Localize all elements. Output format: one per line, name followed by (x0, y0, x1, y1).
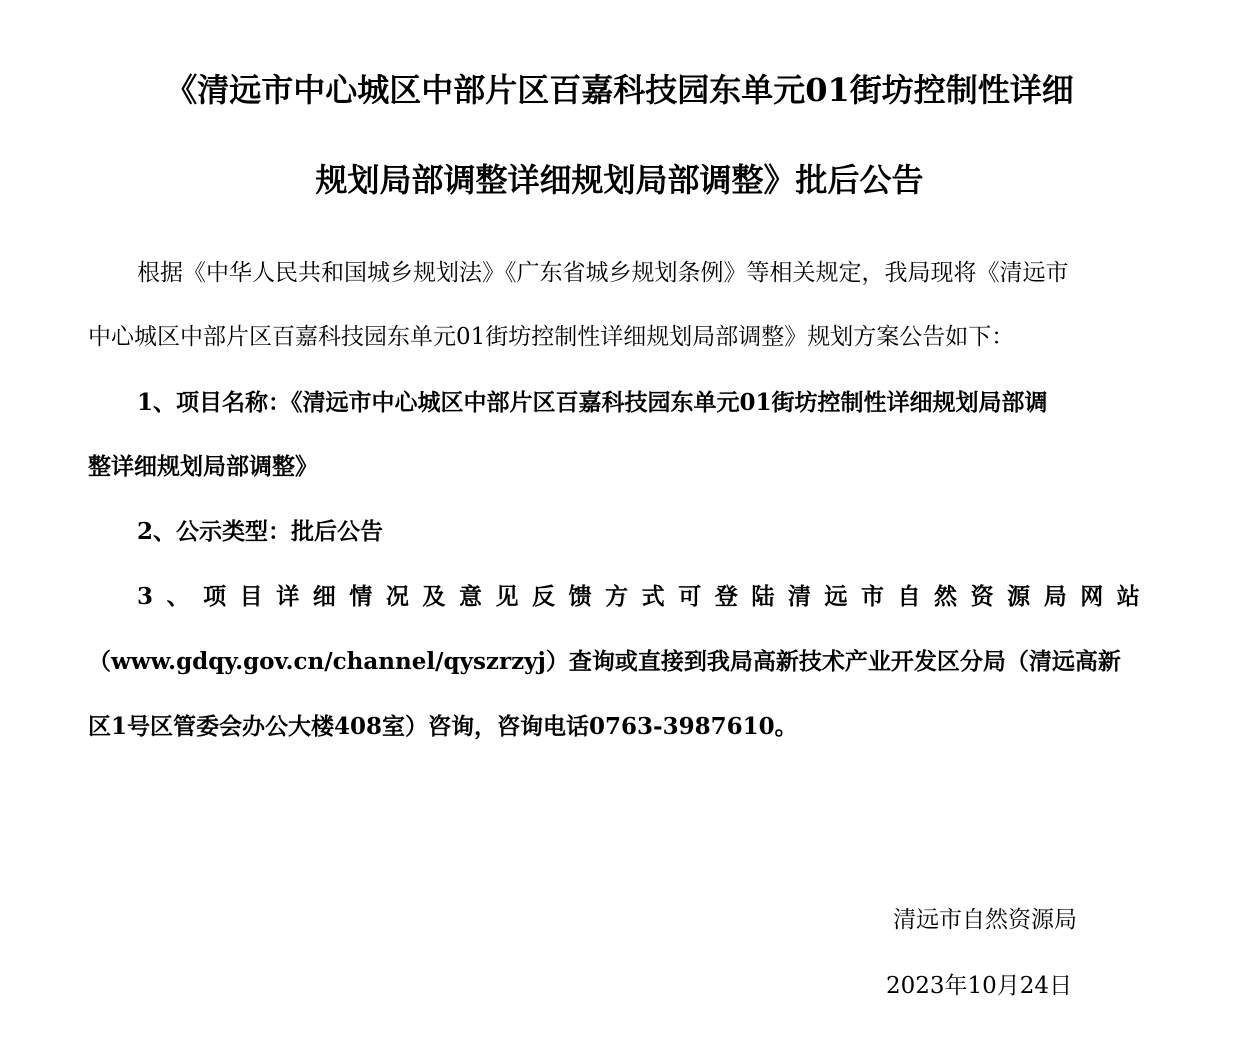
item-3-line-1-char: 远 (824, 583, 848, 610)
item-3-line-1-char: 局 (1043, 583, 1067, 610)
item-3-line-1-char: 站 (1116, 583, 1140, 610)
intro-paragraph-line-2: 中心城区中部片区百嘉科技园东单元01街坊控制性详细规划局部调整》规划方案公告如下： (88, 324, 1015, 350)
item-3-line-1-char: 然 (934, 583, 958, 610)
document-title-line-1: 《清远市中心城区中部片区百嘉科技园东单元01街坊控制性详细 (165, 71, 1074, 109)
item-3-line-1-char: 见 (495, 583, 519, 610)
item-3-line-1-char: 登 (714, 583, 738, 610)
item-3-line-1-char: 目 (239, 583, 263, 610)
item-3-details-line-2: （www.gdqy.gov.cn/channel/qyszrzyj）查询或直接到我局高新技术产业开发区分局（清远高新 (88, 648, 1121, 675)
document-title-line-2: 规划局部调整详细规划局部调整》批后公告 (315, 161, 924, 199)
intro-paragraph-line-1: 根据《中华人民共和国城乡规划法》《广东省城乡规划条例》等相关规定，我局现将《清远市 (137, 260, 1069, 286)
item-3-line-1-char: 式 (641, 583, 665, 610)
item-3-line-1-char: 清 (787, 583, 811, 610)
item-3-line-1-char: 网 (1080, 583, 1104, 610)
item-3-line-1-char: 馈 (568, 583, 592, 610)
item-3-line-1-char: 细 (312, 583, 336, 610)
item-3-line-1-char: 意 (458, 583, 482, 610)
item-3-line-1-char: 市 (860, 583, 884, 610)
item-3-line-1-char: 详 (276, 583, 300, 610)
issuer-name: 清远市自然资源局 (893, 907, 1077, 933)
item-1-project-name-line-1: 1、项目名称：《清远市中心城区中部片区百嘉科技园东单元01街坊控制性详细规划局部调 (137, 389, 1048, 416)
item-3-line-1-char: 可 (678, 583, 702, 610)
item-3-line-1-char: 况 (385, 583, 409, 610)
item-3-line-1-char: 方 (605, 583, 629, 610)
item-2-notice-type: 2、公示类型：批后公告 (137, 518, 384, 545)
item-1-project-name-line-2: 整详细规划局部调整》 (88, 453, 318, 480)
item-3-line-1-char: 、 (166, 583, 190, 610)
item-3-line-1-char: 3 (137, 583, 154, 610)
item-3-line-1-char: 陆 (751, 583, 775, 610)
item-3-details-line-3: 区1号区管委会办公大楼408室）咨询，咨询电话0763-3987610。 (88, 713, 798, 740)
item-3-line-1-char: 情 (349, 583, 373, 610)
item-3-line-1-char: 资 (970, 583, 994, 610)
item-3-line-1-char: 反 (532, 583, 556, 610)
issue-date: 2023年10月24日 (886, 973, 1073, 999)
item-3-line-1-char: 及 (422, 583, 446, 610)
item-3-line-1-char: 源 (1007, 583, 1031, 610)
item-3-line-1-char: 自 (897, 583, 921, 610)
item-3-details-line-1 (137, 581, 1140, 613)
item-3-line-1-char: 项 (203, 583, 227, 610)
